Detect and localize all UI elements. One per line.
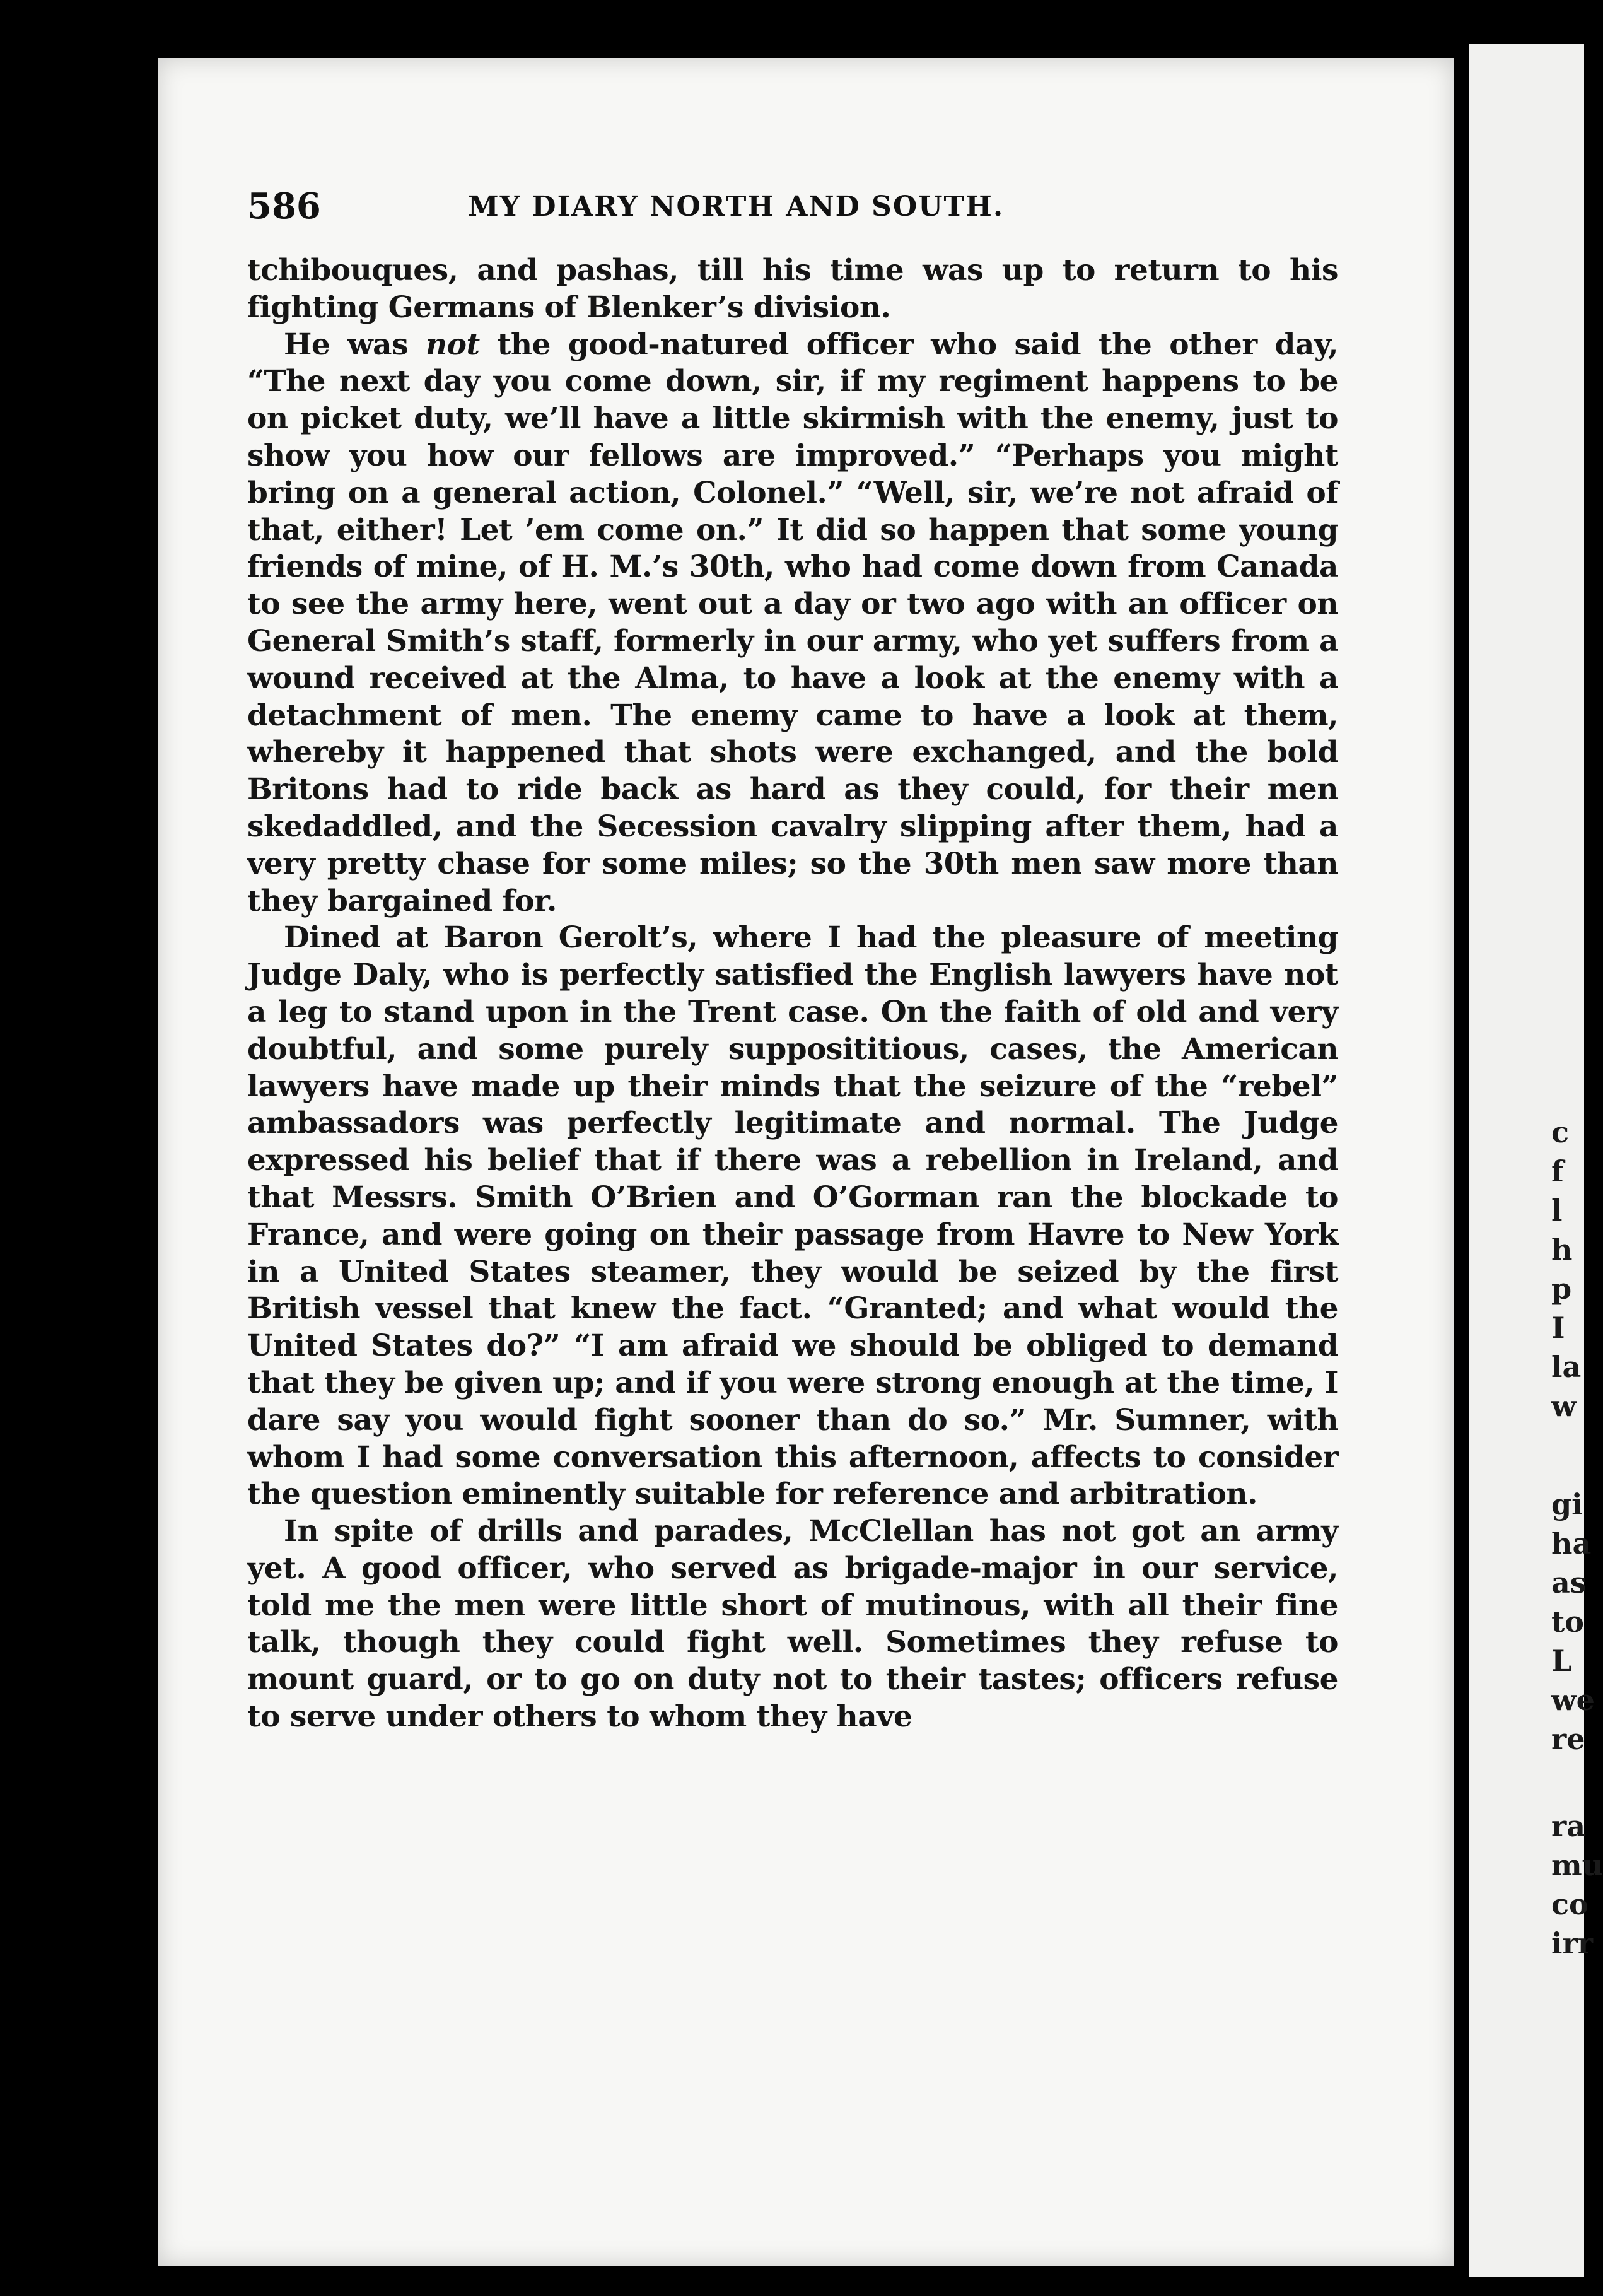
page-header <box>247 184 1338 228</box>
paragraph-text: Dined at Baron Gerolt’s, where I had the pleasure of meeting Judge Daly, who is perfectly satisfied the English lawyers have not a leg to stand upon in the Trent case. On the faith of old and very doubtful, and some purely supposititious, cases, the American lawyers have made up their minds that the seizure of the “rebel” ambassadors was perfectly legitimate and normal. The Judge expressed his belief that if there was a rebellion in Ireland, and that Messrs. Smith O’Brien and O’Gorman ran the blockade to France, and were going on their passage from Havre to New York in a United States steamer, they would be seized by the first British vessel that knew the fact. “Granted; and what would the United States do?” “I am afraid we should be obliged to demand that they be given up; and if you were strong enough at the time, I dare say you would fight sooner than do so.” Mr. Sumner, with whom I had some conversation this afternoon, affects to consider the question eminently suitable for reference and arbitration. <box>247 920 1338 1512</box>
adjacent-page-fragment: irr <box>1551 1926 1593 1960</box>
page-body <box>247 252 1338 1736</box>
emphasized-word: not <box>426 327 480 362</box>
adjacent-page-fragment: gi <box>1551 1487 1583 1521</box>
adjacent-page-fragment: p <box>1551 1272 1572 1306</box>
paragraph-text: He was <box>284 327 426 362</box>
adjacent-page-fragment: L <box>1551 1644 1572 1678</box>
adjacent-page-fragment: la <box>1551 1350 1582 1384</box>
paragraph <box>247 252 1338 327</box>
adjacent-page-fragment: I <box>1551 1311 1565 1345</box>
adjacent-page-fragment: f <box>1551 1154 1564 1188</box>
running-title: MY DIARY NORTH AND SOUTH. <box>468 190 1005 223</box>
adjacent-page-fragment: as <box>1551 1566 1587 1600</box>
adjacent-page-fragment: mu <box>1551 1848 1603 1882</box>
paragraph <box>247 1513 1338 1736</box>
paragraph-text: In spite of drills and parades, McClellan has not got an army yet. A good officer, who served as brigade-major in our service, told me the men were little short of mutinous, with all their fine talk, though they could fight well. Sometimes they refuse to mount guard, or to go on duty not to their tastes; officers refuse to serve under others to whom they have <box>247 1514 1338 1735</box>
adjacent-page-edge <box>1469 44 1603 2277</box>
paragraph <box>247 327 1338 920</box>
adjacent-page-fragment: h <box>1551 1233 1573 1267</box>
adjacent-page-fragment: we <box>1551 1683 1595 1717</box>
paragraph-text: the good-natured officer who said the other day, “The next day you come down, sir, if my regiment happens to be on picket duty, we’ll have a little skirmish with the enemy, just to show you how our fellows are improved.” “Perhaps you might bring on a general action, Colonel.” “Well, sir, we’re not afraid of that, either! Let ’em come on.” It did so happen that some young friends of mine, of H. M.’s 30th, who had come down from Canada to see the army here, went out a day or two ago with an officer on General Smith’s staff, formerly in our army, who yet suffers from a wound received at the Alma, to have a look at the enemy with a detachment of men. The enemy came to have a look at them, whereby it happened that shots were exchanged, and the bold Britons had to ride back as hard as they could, for their men skedaddled, and the Secession cavalry slipping after them, had a very pretty chase for some miles; so the 30th men saw more than they bargained for. <box>247 327 1338 918</box>
adjacent-page-fragment: c <box>1551 1115 1570 1149</box>
adjacent-page-fragment: l <box>1551 1193 1563 1227</box>
adjacent-page-fragment: to <box>1551 1605 1584 1639</box>
adjacent-page-fragment: ha <box>1551 1526 1592 1561</box>
adjacent-page-fragment: re <box>1551 1722 1585 1756</box>
paragraph-text: tchibouques, and pashas, till his time was up to return to his fighting Germans of Blenker’s division. <box>247 253 1338 325</box>
page-number: 586 <box>247 185 321 227</box>
paragraph <box>247 920 1338 1513</box>
adjacent-page-fragment: w <box>1551 1389 1577 1423</box>
adjacent-page-fragment: ra <box>1551 1809 1586 1843</box>
adjacent-page-fragment: co <box>1551 1887 1588 1921</box>
